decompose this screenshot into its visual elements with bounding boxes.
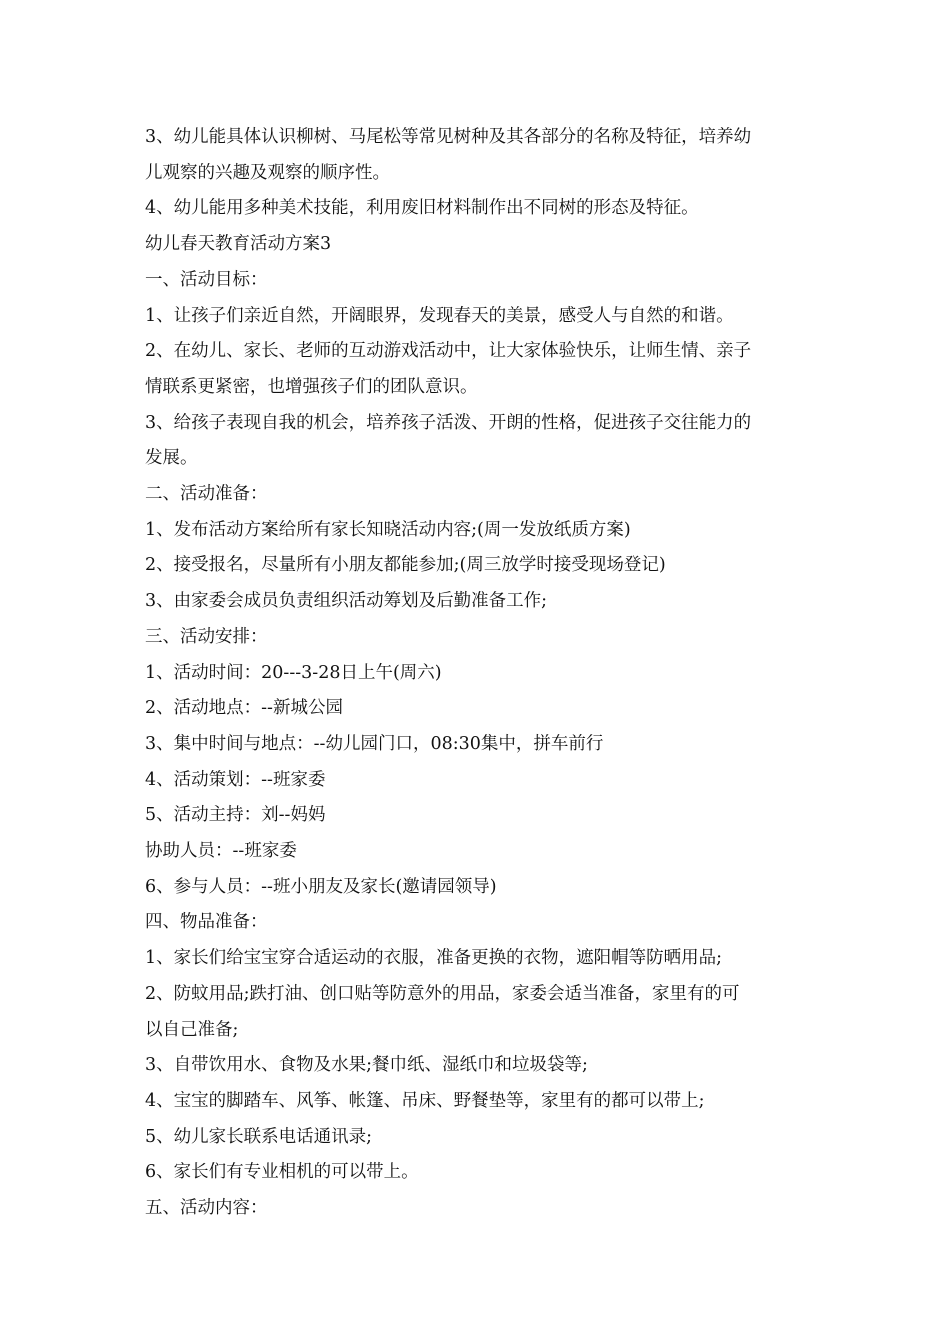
paragraph-line: 情联系更紧密，也增强孩子们的团队意识。 [145,376,478,397]
paragraph-line: 协助人员：--班家委 [145,841,297,862]
paragraph-line: 1、发布活动方案给所有家长知晓活动内容;(周一发放纸质方案) [145,519,631,540]
section-heading: 三、活动安排： [145,626,268,647]
section-heading: 四、物品准备： [145,912,268,933]
paragraph-line: 发展。 [145,448,198,469]
paragraph-line: 4、宝宝的脚踏车、风筝、帐篷、吊床、野餐垫等，家里有的都可以带上; [145,1090,705,1111]
paragraph-line: 6、家长们有专业相机的可以带上。 [145,1162,419,1183]
paragraph-line: 4、幼儿能用多种美术技能，利用废旧材料制作出不同树的形态及特征。 [145,198,699,219]
paragraph-line: 2、在幼儿、家长、老师的互动游戏活动中，让大家体验快乐，让师生情、亲子 [145,341,752,362]
paragraph-line: 3、自带饮用水、食物及水果;餐巾纸、湿纸巾和垃圾袋等; [145,1055,588,1076]
paragraph-line: 5、活动主持：刘--妈妈 [145,805,326,826]
paragraph-line: 1、家长们给宝宝穿合适运动的衣服，准备更换的衣物，遮阳帽等防晒用品; [145,948,723,969]
paragraph-line: 以自己准备; [145,1019,239,1040]
section-heading: 二、活动准备： [145,484,268,505]
paragraph-line: 3、幼儿能具体认识柳树、马尾松等常见树种及其各部分的名称及特征，培养幼 [145,127,752,147]
paragraph-line: 3、集中时间与地点：--幼儿园门口，08:30集中，拼车前行 [145,733,604,754]
section-heading: 五、活动内容： [145,1198,268,1219]
paragraph-line: 儿观察的兴趣及观察的顺序性。 [145,162,390,183]
paragraph-line: 1、让孩子们亲近自然，开阔眼界，发现春天的美景，感受人与自然的和谐。 [145,305,734,326]
paragraph-line: 4、活动策划：--班家委 [145,769,326,790]
paragraph-line: 2、接受报名，尽量所有小朋友都能参加;(周三放学时接受现场登记) [145,555,666,576]
section-heading: 一、活动目标： [145,269,268,290]
paragraph-line: 1、活动时间：20---3-28日上午(周六) [145,662,442,683]
paragraph-line: 2、防蚊用品;跌打油、创口贴等防意外的用品，家委会适当准备，家里有的可 [145,983,740,1004]
paragraph-line: 2、活动地点：--新城公园 [145,698,343,719]
paragraph-line: 3、由家委会成员负责组织活动筹划及后勤准备工作; [145,591,548,612]
section-title: 幼儿春天教育活动方案3 [145,234,332,255]
paragraph-line: 5、幼儿家长联系电话通讯录; [145,1126,373,1147]
paragraph-line: 6、参与人员：--班小朋友及家长(邀请园领导) [145,876,497,897]
paragraph-line: 3、给孩子表现自我的机会，培养孩子活泼、开朗的性格，促进孩子交往能力的 [145,412,752,433]
document-body [145,120,813,1227]
